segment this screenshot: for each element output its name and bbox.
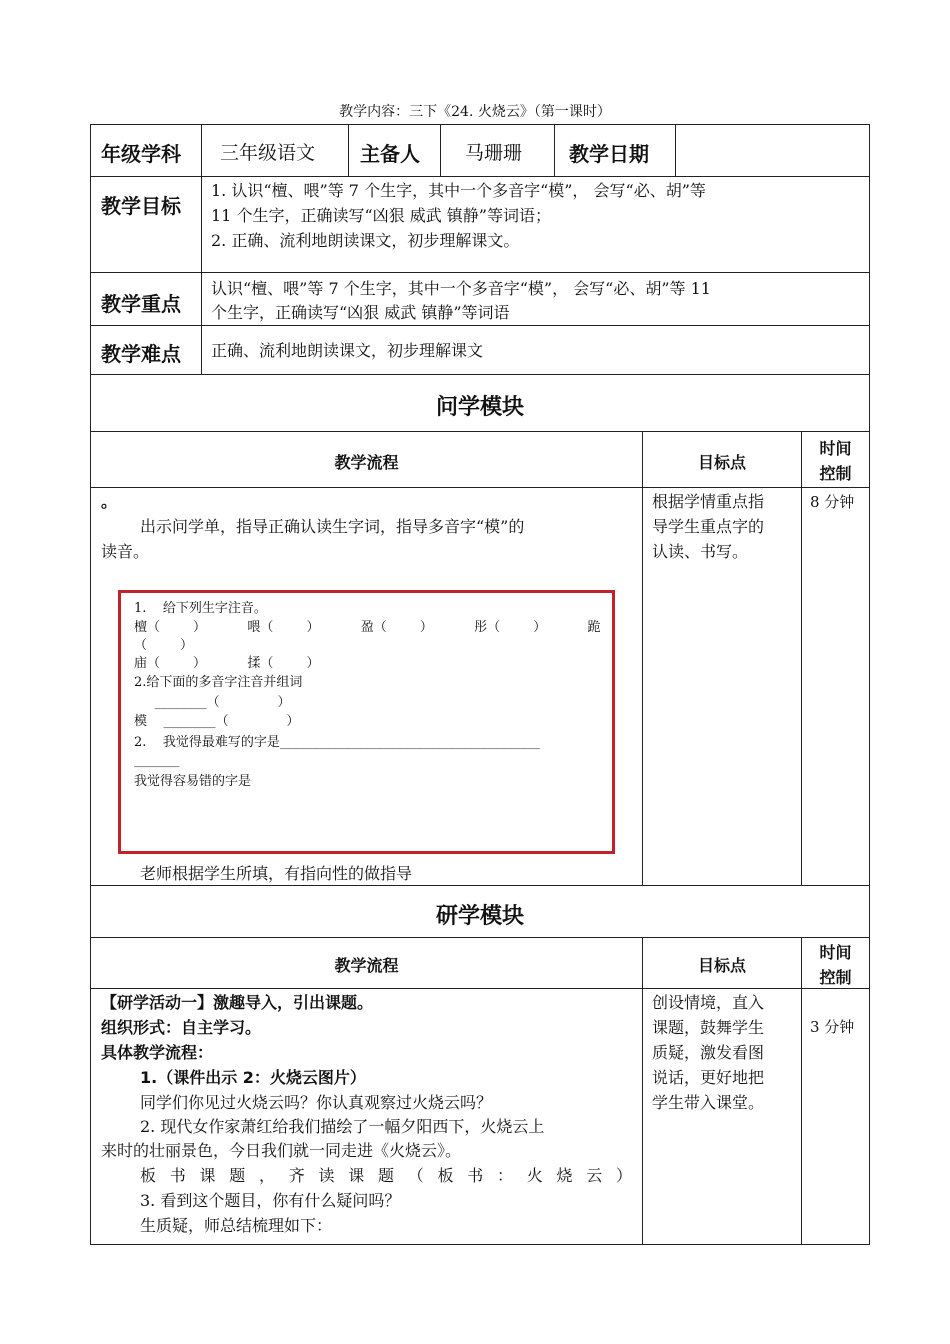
module2-step2: 来时的壮丽景色，今日我们就一同走进《火烧云》。: [101, 1141, 462, 1160]
module2-col-target: 目标点: [697, 956, 746, 975]
worksheet-line: 檀（ ） 喂（ ） 盈（ ） 彤（ ） 跪: [134, 620, 601, 635]
objectives-line: 11 个生字，正确读写“凶狠 威武 镇静”等词语；: [211, 206, 551, 225]
module2-board: 板书课题，齐读课题（板书：火烧云）: [140, 1166, 632, 1185]
col-rule: [801, 431, 802, 885]
module2-title: 研学模块: [435, 904, 524, 929]
col-rule: [348, 124, 349, 176]
module2-target-line: 质疑，激发看图: [652, 1043, 765, 1062]
module1-title: 问学模块: [435, 395, 524, 420]
worksheet-line: 模 ________（ ）: [134, 714, 300, 729]
worksheet-line: （ ）: [134, 638, 194, 653]
module2-activity: 【研学活动一】激趣导入，引出课题。: [101, 993, 374, 1012]
row-rule: [90, 431, 870, 432]
worksheet-line: 1. 给下列生字注音。: [134, 601, 267, 616]
module1-closing: 老师根据学生所填，有指向性的做指导: [140, 864, 413, 883]
module2-time: 3 分钟: [810, 1018, 855, 1036]
difficulties-label: 教学难点: [101, 342, 181, 366]
col-rule: [675, 124, 676, 176]
module2-q1: 同学们你见过火烧云吗？你认真观察过火烧云吗？: [140, 1093, 493, 1112]
row-rule: [90, 937, 870, 938]
module1-dot: 。: [101, 492, 118, 511]
difficulties-text: 正确、流利地朗读课文，初步理解课文: [211, 341, 484, 360]
module2-col-time: 控制: [819, 968, 852, 987]
module2-col-time: 时间: [819, 943, 852, 962]
worksheet-line: _______: [134, 753, 180, 768]
module2-step1: 1.（课件出示 2：火烧云图片）: [140, 1068, 366, 1087]
worksheet-line: ________（ ）: [134, 695, 291, 710]
col-rule: [440, 124, 441, 176]
row-rule: [90, 176, 870, 177]
module1-col-target: 目标点: [697, 453, 746, 472]
worksheet-line: 2.给下面的多音字注音并组词: [134, 675, 303, 690]
module2-target-line: 创设情境，直入: [652, 993, 765, 1012]
row-rule: [90, 487, 870, 488]
keypoints-line: 认识“檀、喂”等 7 个生字，其中一个多音字“模”， 会写“必、胡”等 11: [211, 279, 711, 298]
module1-target-line: 根据学情重点指: [652, 492, 765, 511]
objectives-label: 教学目标: [101, 194, 181, 218]
date-label: 教学日期: [569, 142, 649, 166]
module1-col-time: 控制: [819, 464, 852, 483]
module1-col-process: 教学流程: [334, 453, 399, 472]
module2-step3b: 生质疑，师总结梳理如下：: [140, 1216, 333, 1235]
module1-target-line: 导学生重点字的: [652, 517, 765, 536]
module1-time: 8 分钟: [810, 493, 855, 511]
module2-form: 组织形式：自主学习。: [101, 1018, 262, 1037]
lesson-caption: 教学内容：三下《24. 火烧云》（第一课时）: [339, 104, 611, 120]
row-rule: [90, 272, 870, 273]
module2-target-line: 学生带入课堂。: [652, 1093, 765, 1112]
col-rule: [554, 124, 555, 176]
module2-step2: 2. 现代女作家萧红给我们描绘了一幅夕阳西下，火烧云上: [140, 1117, 545, 1136]
keypoints-label: 教学重点: [101, 292, 181, 316]
col-rule: [642, 431, 643, 885]
module2-flow: 具体教学流程：: [101, 1043, 214, 1062]
module2-target-line: 说话，更好地把: [652, 1068, 765, 1087]
keypoints-line: 个生字，正确读写“凶狠 威武 镇静”等词语: [211, 303, 510, 322]
module1-col-time: 时间: [819, 439, 852, 458]
objectives-line: 2. 正确、流利地朗读课文，初步理解课文。: [211, 231, 520, 250]
objectives-line: 1. 认识“檀、喂”等 7 个生字，其中一个多音字“模”， 会写“必、胡”等: [211, 181, 706, 200]
module1-process-line: 读音。: [101, 542, 150, 561]
row-rule: [90, 988, 870, 989]
preparer-value: 马珊珊: [465, 142, 523, 164]
module2-step3: 3. 看到这个题目，你有什么疑问吗？: [140, 1191, 401, 1210]
module1-process-line: 出示问学单，指导正确认读生字词，指导多音字“模”的: [140, 517, 525, 536]
module2-target-line: 课题，鼓舞学生: [652, 1018, 765, 1037]
grade-label: 年级学科: [101, 142, 181, 166]
worksheet-line: 2. 我觉得最难写的字是________________________________________: [134, 735, 540, 750]
row-rule: [90, 374, 870, 375]
grade-value: 三年级语文: [220, 142, 316, 164]
module2-col-process: 教学流程: [334, 956, 399, 975]
col-rule: [201, 124, 202, 374]
preparer-label: 主备人: [360, 142, 420, 166]
module1-target-line: 认读、书写。: [652, 542, 749, 561]
col-rule: [642, 937, 643, 1245]
worksheet-line: 我觉得容易错的字是: [134, 774, 252, 789]
row-rule: [90, 325, 870, 326]
worksheet-line: 庙（ ） 揉（ ）: [134, 656, 320, 671]
